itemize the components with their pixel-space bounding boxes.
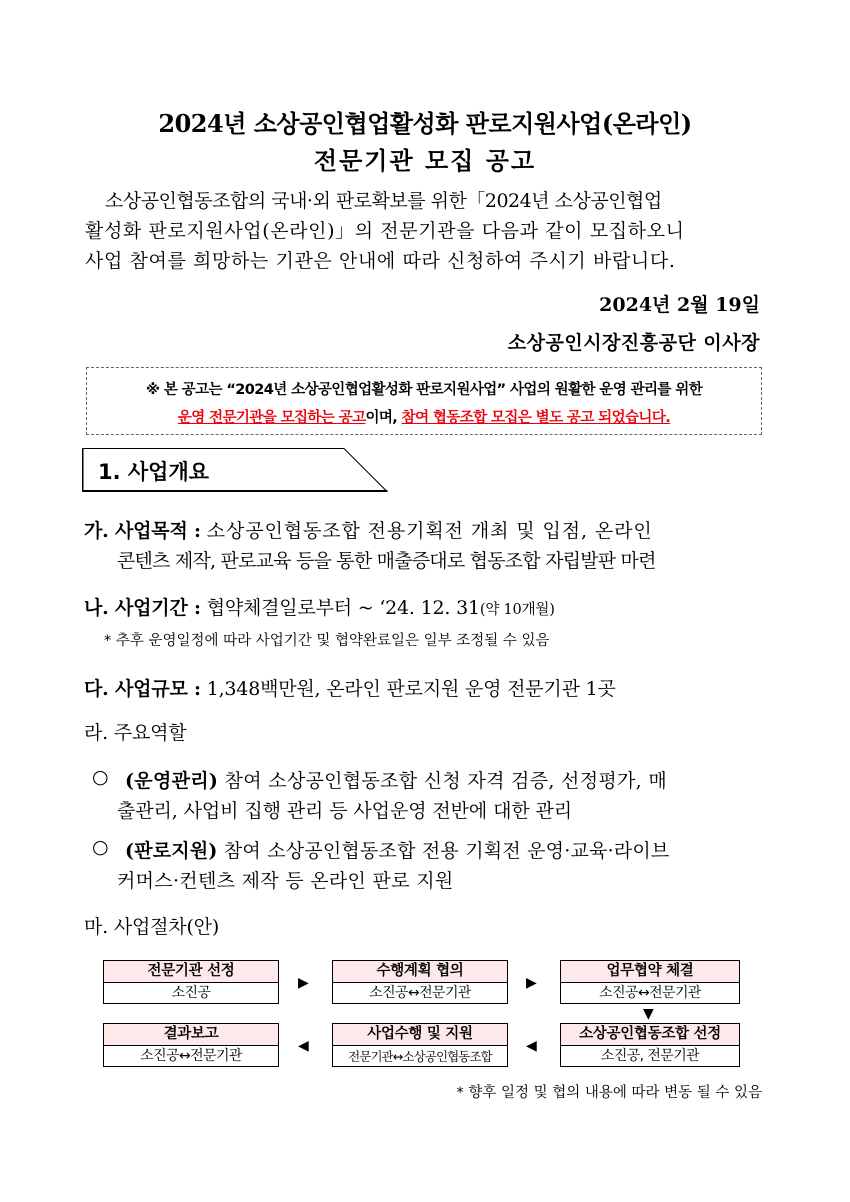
item-ga-text-cont: 콘텐츠 제작, 판로교육 등을 통한 매출증대로 협동조합 자립발판 마련	[117, 550, 656, 572]
notice-box	[86, 367, 762, 435]
item-na-label: 나. 사업기간 :	[84, 597, 201, 619]
role-1	[125, 766, 667, 793]
role-1-label: (운영관리)	[125, 770, 219, 792]
item-ra: 라. 주요역할	[84, 722, 187, 744]
arrow-right-icon: ▶	[298, 975, 309, 991]
intro-line-1: 소상공인협동조합의 국내·외 판로확보를 위한「2024년 소상공인협업	[105, 190, 662, 212]
notice-red-2: 참여 협동조합 모집은 별도 공고 되었습니다.	[401, 410, 671, 426]
role-2-text-cont: 커머스·컨텐츠 제작 등 온라인 판로 지원	[117, 870, 454, 892]
flow-step-4-title: 소상공인협동조합 선정	[561, 1024, 739, 1046]
flow-step-3	[560, 960, 740, 1004]
title-line-1: 2024년 소상공인협업활성화 판로지원사업(온라인)	[158, 109, 692, 138]
item-da-label: 다. 사업규모 :	[84, 678, 201, 700]
flow-step-4	[560, 1023, 740, 1067]
signer: 소상공인시장진흥공단 이사장	[507, 332, 760, 354]
item-ga-label: 가. 사업목적 :	[84, 520, 201, 542]
flow-step-6	[103, 1023, 279, 1067]
intro-line-3: 사업 참여를 희망하는 기관은 안내에 따라 신청하여 주시기 바랍니다.	[85, 250, 676, 272]
flow-step-5	[332, 1023, 508, 1067]
arrow-left-icon: ◀	[298, 1038, 309, 1054]
role-2-bullet: ○	[92, 836, 109, 858]
intro-line-2: 활성화 판로지원사업(온라인)」의 전문기관을 다음과 같이 모집하오니	[85, 220, 685, 242]
flow-step-4-who: 소진공, 전문기관	[600, 1048, 700, 1064]
item-na-paren: (약 10개월)	[479, 602, 555, 618]
flow-step-1-who: 소진공	[171, 985, 211, 1001]
flow-step-5-who: 전문기관↔소상공인협동조합	[348, 1049, 492, 1064]
flow-step-1	[103, 960, 279, 1004]
intro-paragraph	[85, 186, 765, 276]
role-2	[125, 836, 670, 863]
announcement-date: 2024년 2월 19일	[599, 294, 760, 316]
flow-step-6-title: 결과보고	[104, 1024, 278, 1046]
role-2-text: 참여 소상공인협동조합 전용 기획전 운영·교육·라이브	[223, 840, 670, 862]
flow-step-2-title: 수행계획 협의	[333, 961, 507, 983]
section-heading-text: 1. 사업개요	[98, 460, 210, 484]
item-na-note: * 추후 운영일정에 따라 사업기간 및 협약완료일은 일부 조정될 수 있음	[104, 633, 550, 649]
item-ga	[84, 516, 653, 543]
role-1-bullet: ○	[92, 766, 109, 788]
section-heading	[82, 448, 388, 492]
role-1-text: 참여 소상공인협동조합 신청 자격 검증, 선정평가, 매	[224, 770, 667, 792]
flow-step-2	[332, 960, 508, 1004]
flow-step-3-title: 업무협약 체결	[561, 961, 739, 983]
arrow-right-icon: ▶	[526, 975, 537, 991]
title-line-2: 전문기관 모집 공고	[313, 146, 537, 175]
item-da-text: 1,348백만원, 온라인 판로지원 운영 전문기관 1곳	[206, 678, 616, 700]
item-na	[84, 593, 555, 620]
flow-step-2-who: 소진공↔전문기관	[369, 985, 471, 1001]
notice-red-1: 운영 전문기관을 모집하는 공고	[177, 410, 366, 426]
arrow-down-icon: ▼	[643, 1006, 654, 1022]
notice-line-1: ※ 본 공고는 “2024년 소상공인협업활성화 판로지원사업” 사업의 원활한 운영 관리를 위한	[145, 382, 703, 398]
item-ma: 마. 사업절차(안)	[84, 916, 220, 938]
flow-step-6-who: 소진공↔전문기관	[140, 1048, 242, 1064]
arrow-left-icon: ◀	[526, 1038, 537, 1054]
flow-step-3-who: 소진공↔전문기관	[599, 985, 701, 1001]
notice-line-2	[87, 406, 761, 427]
notice-middle: 이며,	[365, 410, 402, 426]
role-2-label: (판로지원)	[125, 840, 218, 862]
role-1-text-cont: 출관리, 사업비 집행 관리 등 사업운영 전반에 대한 관리	[117, 800, 573, 822]
item-ga-text: 소상공인협동조합 전용기획전 개최 및 입점, 온라인	[206, 520, 653, 542]
item-na-text: 협약체결일로부터 ~ ‘24. 12. 31	[206, 597, 480, 619]
flow-footnote: * 향후 일정 및 협의 내용에 따라 변동 될 수 있음	[456, 1085, 762, 1101]
flow-step-5-title: 사업수행 및 지원	[333, 1024, 507, 1046]
item-da	[84, 674, 616, 701]
flow-step-1-title: 전문기관 선정	[104, 961, 278, 983]
